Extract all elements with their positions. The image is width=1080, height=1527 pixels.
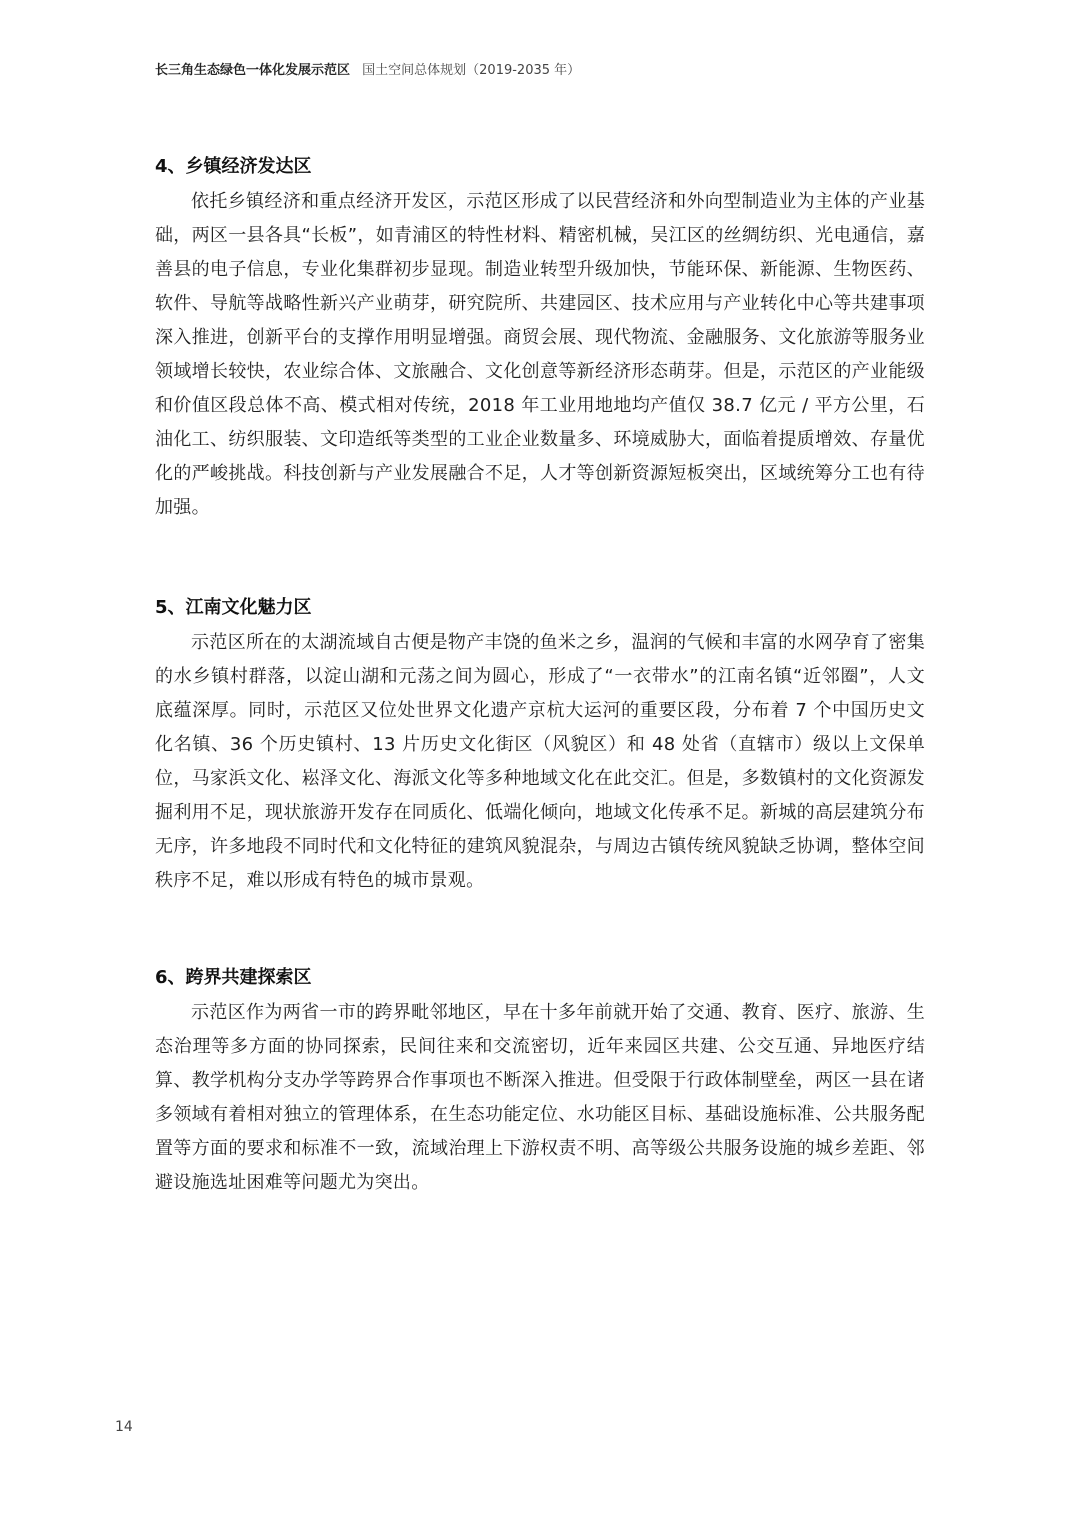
section-heading: 4、乡镇经济发达区 [155, 156, 312, 177]
section-heading: 5、江南文化魅力区 [155, 597, 312, 618]
section-heading: 6、跨界共建探索区 [155, 967, 312, 988]
section-paragraph: 示范区作为两省一市的跨界毗邻地区，早在十多年前就开始了交通、教育、医疗、旅游、生态治理等多方面的协同探索，民间往来和交流密切，近年来园区共建、公交互通、异地医疗结算、教学机构分支办学等跨界合作事项也不断深入推进。但受限于行政体制壁垒，两区一县在诸多领域有着相对独立的管理体系，在生态功能定位、水功能区目标、基础设施标准、公共服务配置等方面的要求和标准不一致，流域治理上下游权责不明、高等级公共服务设施的城乡差距、邻避设施选址困难等问题尤为突出。 [155, 1002, 925, 1193]
running-header [155, 62, 580, 80]
section-township-economy [155, 155, 925, 525]
header-org-title: 长三角生态绿色一体化发展示范区 [155, 63, 351, 78]
section-paragraph: 依托乡镇经济和重点经济开发区，示范区形成了以民营经济和外向型制造业为主体的产业基础，两区一县各具“长板”，如青浦区的特性材料、精密机械，吴江区的丝绸纺织、光电通信，嘉善县的电子信息，专业化集群初步显现。制造业转型升级加快，节能环保、新能源、生物医药、软件、导航等战略性新兴产业萌芽，研究院所、共建园区、技术应用与产业转化中心等共建事项深入推进，创新平台的支撑作用明显增强。商贸会展、现代物流、金融服务、文化旅游等服务业领域增长较快，农业综合体、文旅融合、文化创意等新经济形态萌芽。但是，示范区的产业能级和价值区段总体不高、模式相对传统，2018 年工业用地地均产值仅 38.7 亿元 / 平方公里，石油化工、纺织服装、文印造纸等类型的工业企业数量多、环境威胁大，面临着提质增效、存量优化的严峻挑战。科技创新与产业发展融合不足，人才等创新资源短板突出，区域统筹分工也有待加强。 [155, 191, 925, 518]
section-cross-border-cooperation [155, 966, 925, 1200]
section-jiangnan-culture [155, 596, 925, 898]
header-plan-title: 国土空间总体规划（2019-2035 年） [362, 63, 581, 78]
section-paragraph: 示范区所在的太湖流域自古便是物产丰饶的鱼米之乡，温润的气候和丰富的水网孕育了密集的水乡镇村群落，以淀山湖和元荡之间为圆心，形成了“一衣带水”的江南名镇“近邻圈”，人文底蕴深厚。同时，示范区又位处世界文化遗产京杭大运河的重要区段，分布着 7 个中国历史文化名镇、36 个历史镇村、13 片历史文化街区（风貌区）和 48 处省（直辖市）级以上文保单位，马家浜文化、崧泽文化、海派文化等多种地域文化在此交汇。但是，多数镇村的文化资源发掘利用不足，现状旅游开发存在同质化、低端化倾向，地域文化传承不足。新城的高层建筑分布无序，许多地段不同时代和文化特征的建筑风貌混杂，与周边古镇传统风貌缺乏协调，整体空间秩序不足，难以形成有特色的城市景观。 [155, 632, 925, 891]
page-number: 14 [115, 1419, 133, 1435]
